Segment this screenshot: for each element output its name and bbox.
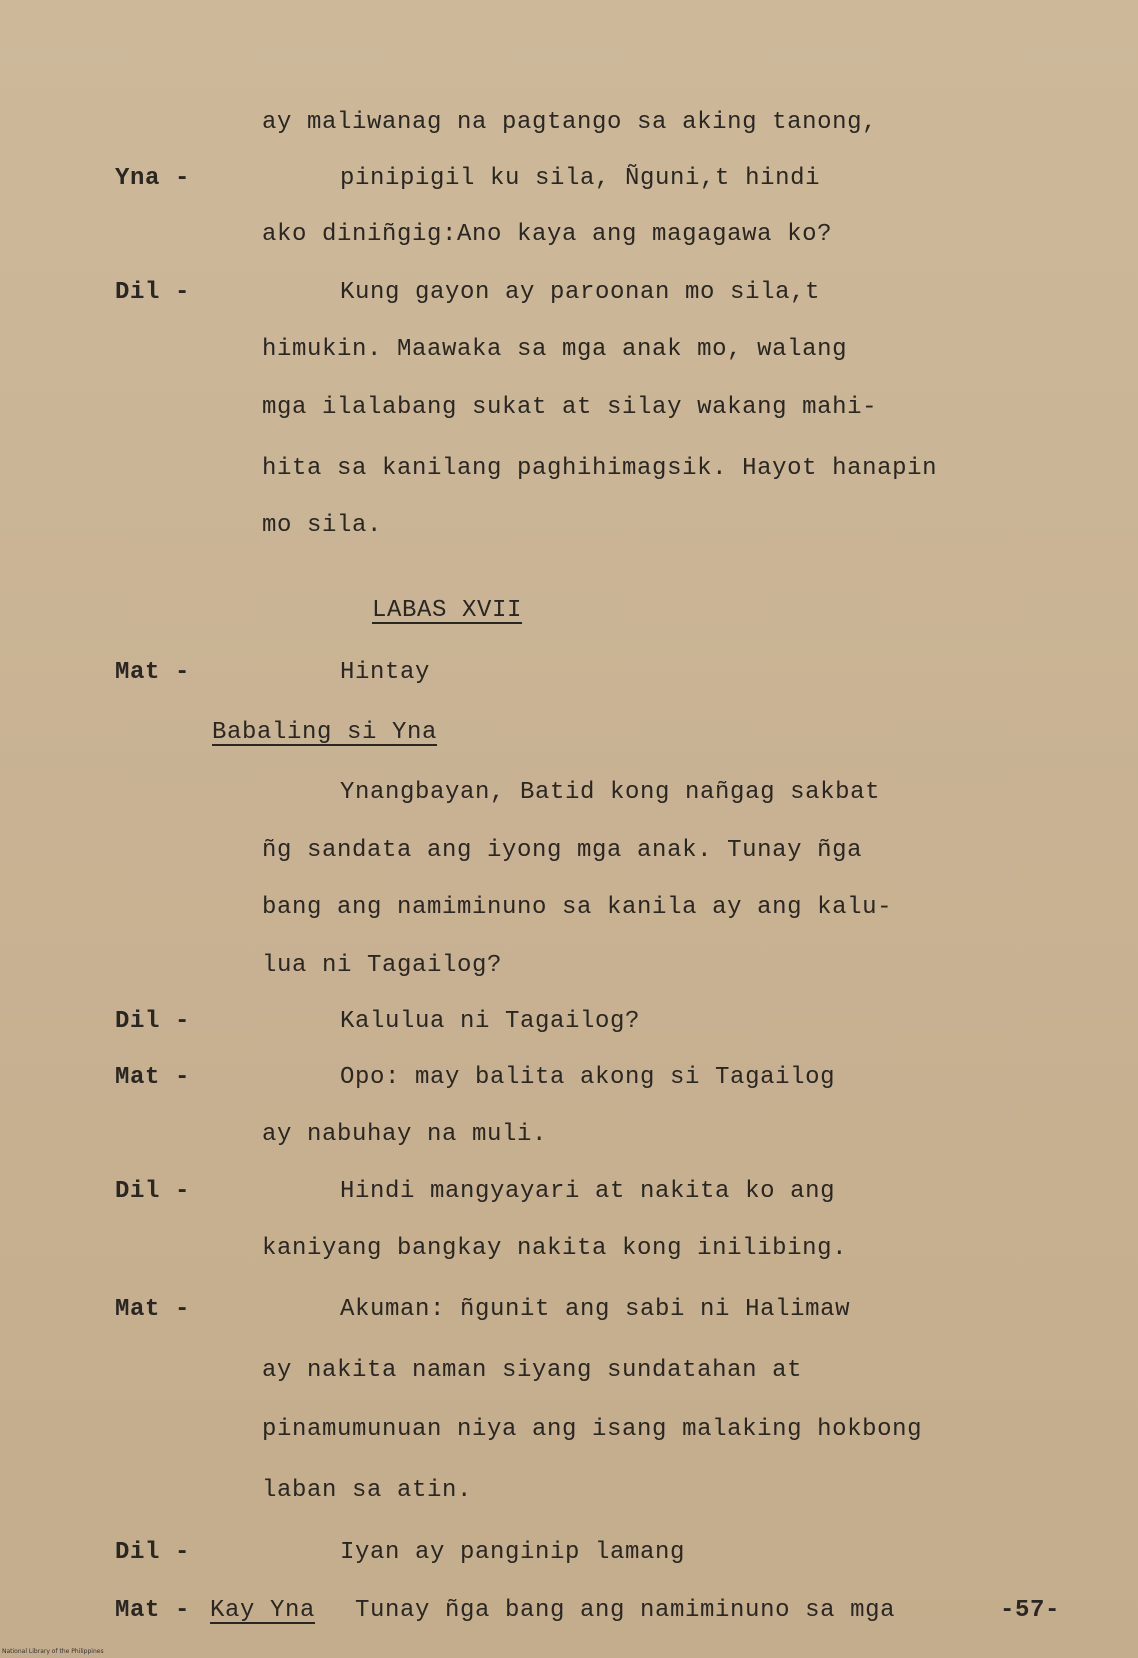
line-text: kaniyang bangkay nakita kong inilibing. bbox=[262, 1235, 848, 1262]
scene-heading-text: LABAS XVII bbox=[372, 597, 523, 624]
speaker-label: Yna - bbox=[115, 165, 191, 192]
line-text: Iyan ay panginip lamang bbox=[340, 1539, 686, 1566]
footer-credit: National Library of the Philippines bbox=[2, 1648, 104, 1655]
line-text: mga ilalabang sukat at silay wakang mahi- bbox=[262, 394, 878, 421]
line-text: laban sa atin. bbox=[262, 1477, 473, 1504]
speaker-label: Mat - bbox=[115, 1597, 191, 1624]
stage-direction: Kay Yna bbox=[210, 1597, 316, 1624]
speaker-label: Dil - bbox=[115, 1008, 191, 1035]
line-text: mo sila. bbox=[262, 512, 383, 539]
speaker-label: Dil - bbox=[115, 279, 191, 306]
stage-direction: Babaling si Yna bbox=[212, 719, 438, 746]
line-text: Hintay bbox=[340, 659, 431, 686]
line-text: lua ni Tagailog? bbox=[262, 952, 503, 979]
line-text: Kung gayon ay paroonan mo sila,t bbox=[340, 279, 821, 306]
line-text: ako diniñgig:Ano kaya ang magagawa ko? bbox=[262, 221, 833, 248]
line-text: Kalulua ni Tagailog? bbox=[340, 1008, 641, 1035]
line-text: Opo: may balita akong si Tagailog bbox=[340, 1064, 836, 1091]
speaker-label: Dil - bbox=[115, 1539, 191, 1566]
line-text: ay nakita naman siyang sundatahan at bbox=[262, 1357, 803, 1384]
line-text: ñg sandata ang iyong mga anak. Tunay ñga bbox=[262, 837, 863, 864]
line-text: pinamumunuan niya ang isang malaking hokbong bbox=[262, 1416, 923, 1443]
speaker-label: Mat - bbox=[115, 659, 191, 686]
line-text: bang ang namiminuno sa kanila ay ang kalu- bbox=[262, 894, 893, 921]
speaker-label: Mat - bbox=[115, 1296, 191, 1323]
speaker-label: Dil - bbox=[115, 1178, 191, 1205]
speaker-label: Mat - bbox=[115, 1064, 191, 1091]
line-text: himukin. Maawaka sa mga anak mo, walang bbox=[262, 336, 848, 363]
line-text: hita sa kanilang paghihimagsik. Hayot hanapin bbox=[262, 455, 938, 482]
line-text: Tunay ñga bang ang namiminuno sa mga bbox=[355, 1597, 896, 1624]
line-text: Hindi mangyayari at nakita ko ang bbox=[340, 1178, 836, 1205]
line-text: Akuman: ñgunit ang sabi ni Halimaw bbox=[340, 1296, 851, 1323]
line-text: ay nabuhay na muli. bbox=[262, 1121, 548, 1148]
page-number: -57- bbox=[1000, 1597, 1061, 1624]
line-text: pinipigil ku sila, Ñguni,t hindi bbox=[340, 165, 821, 192]
line-text: Ynangbayan, Batid kong nañgag sakbat bbox=[340, 779, 881, 806]
line-text: ay maliwanag na pagtango sa aking tanong, bbox=[262, 109, 878, 136]
